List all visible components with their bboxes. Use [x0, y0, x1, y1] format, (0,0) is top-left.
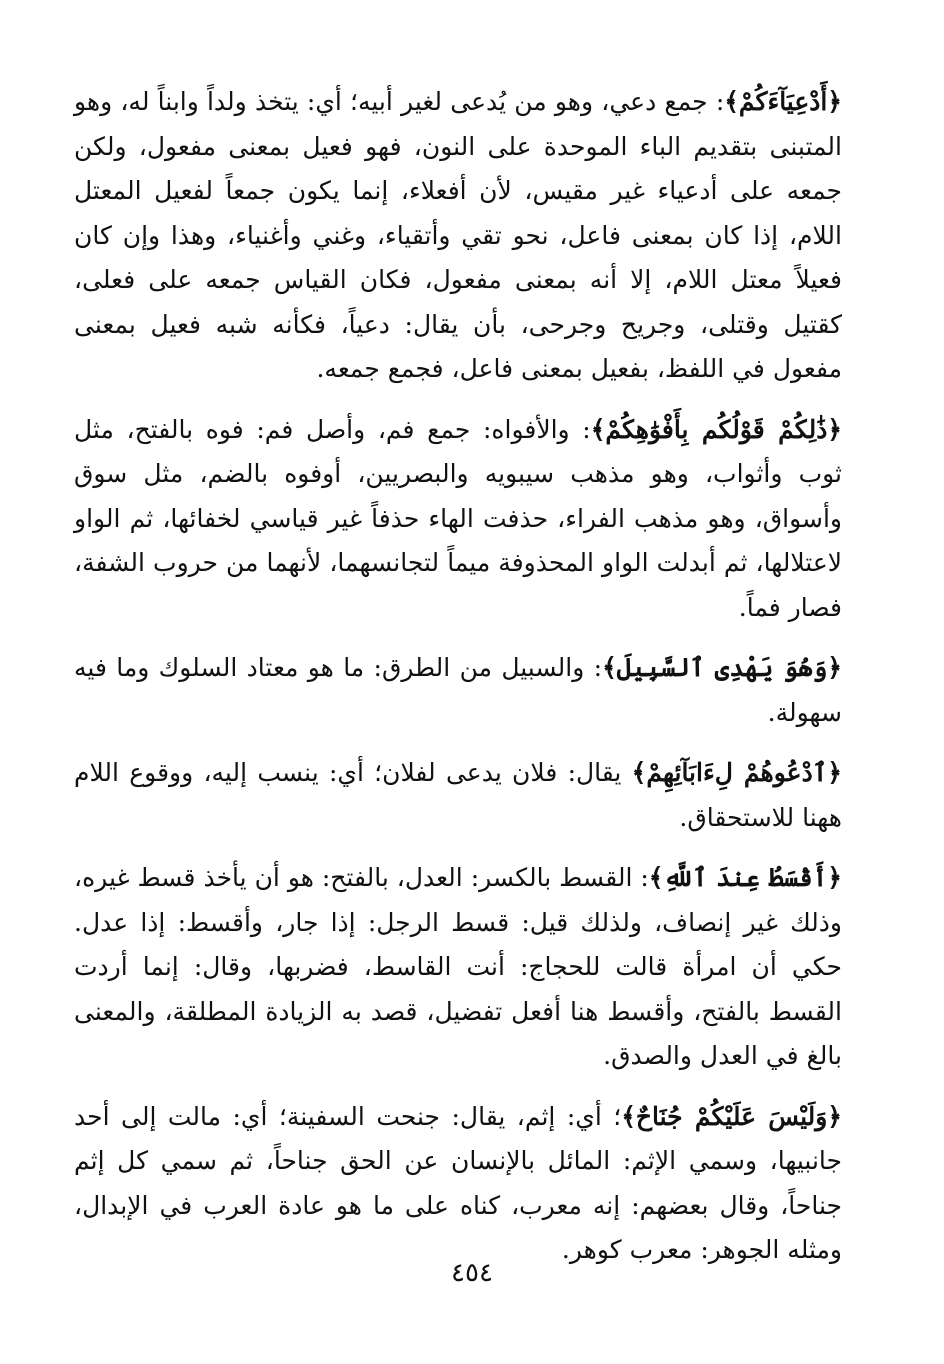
entry-text: : والسبيل من الطرق: ما هو معتاد السلوك وما فيه سهولة.	[74, 653, 842, 727]
quran-term: ﴿أَقْسَطُ عِندَ ٱللَّهِ﴾	[648, 863, 842, 892]
entry-aqsat	[74, 856, 842, 1079]
entry-adiyaakum	[74, 80, 842, 392]
entry-junah	[74, 1095, 842, 1273]
page-body	[74, 80, 842, 1273]
entry-text: يقال: فلان يدعى لفلان؛ أي: ينسب إليه، ووقوع اللام ههنا للاستحقاق.	[74, 758, 842, 832]
entry-text: : جمع دعي، وهو من يُدعى لغير أبيه؛ أي: يتخذ ولداً وابناً له، وهو المتبنى بتقديم الباء الموحدة على النون، فهو فعيل بمعنى مفعول، ولكن جمعه على أدعياء غير مقيس، لأن أفعلاء، إنما يكون جمعاً لفعيل المعتل اللام، إذا كان بمعنى فاعل، نحو تقي وأتقياء، وغني وأغنياء، وهذا وإن كان فعيلاً معتل اللام، إلا أنه بمعنى مفعول، فكان القياس جمعه على فعلى، كقتيل وقتلى، وجريح وجرحى، بأن يقال: دعياً، فكأنه شبه فعيل بمعنى مفعول في اللفظ، بفعيل بمعنى فاعل، فجمع جمعه.	[74, 87, 842, 383]
quran-term: ﴿أَدْعِيَآءَكُمْ﴾	[724, 87, 842, 116]
entry-text: : القسط بالكسر: العدل، بالفتح: هو أن يأخذ قسط غيره، وذلك غير إنصاف، ولذلك قيل: قسط الرجل: إذا جار، وأقسط: إذا عدل. حكي أن امرأة قالت للحجاج: أنت القاسط، فضربها، وقال: إنما أردت القسط بالفتح، وأقسط هنا أفعل تفضيل، قصد به الزيادة المطلقة، والمعنى بالغ في العدل والصدق.	[74, 863, 842, 1070]
entry-text: ؛ أي: إثم، يقال: جنحت السفينة؛ أي: مالت إلى أحد جانبيها، وسمي الإثم: المائل بالإنسان عن الحق جناحاً، ثم سمي كل إثم جناحاً، وقال بعضهم: إنه معرب، كناه على ما هو عادة العرب في الإبدال، ومثله الجوهر: معرب كوهر.	[74, 1101, 842, 1264]
entry-afwahikum	[74, 408, 842, 631]
quran-term: ﴿ذَٰلِكُمْ قَوْلُكُم بِأَفْوَٰهِكُمْ﴾	[590, 414, 842, 444]
page-number: ٤٥٤	[451, 1258, 493, 1288]
entry-udouhum	[74, 751, 842, 840]
entry-sabil	[74, 646, 842, 735]
quran-term: ﴿وَهُوَ يَهْدِى ٱلسَّبِيلَ﴾	[602, 653, 842, 682]
quran-term: ﴿وَلَيْسَ عَلَيْكُمْ جُنَاحٌ﴾	[621, 1101, 842, 1131]
quran-term: ﴿ٱدْعُوهُمْ لِءَابَآئِهِمْ﴾	[631, 758, 843, 787]
entry-text: : والأفواه: جمع فم، وأصل فم: فوه بالفتح، مثل ثوب وأثواب، وهو مذهب سيبويه والبصريين، أوفوه بالضم، مثل سوق وأسواق، وهو مذهب الفراء، حذفت الهاء حذفاً غير قياسي لخفائها، ثم الواو لاعتلالها، ثم أبدلت الواو المحذوفة ميماً لتجانسهما، لأنهما من حروب الشفة، فصار فماً.	[74, 414, 842, 622]
